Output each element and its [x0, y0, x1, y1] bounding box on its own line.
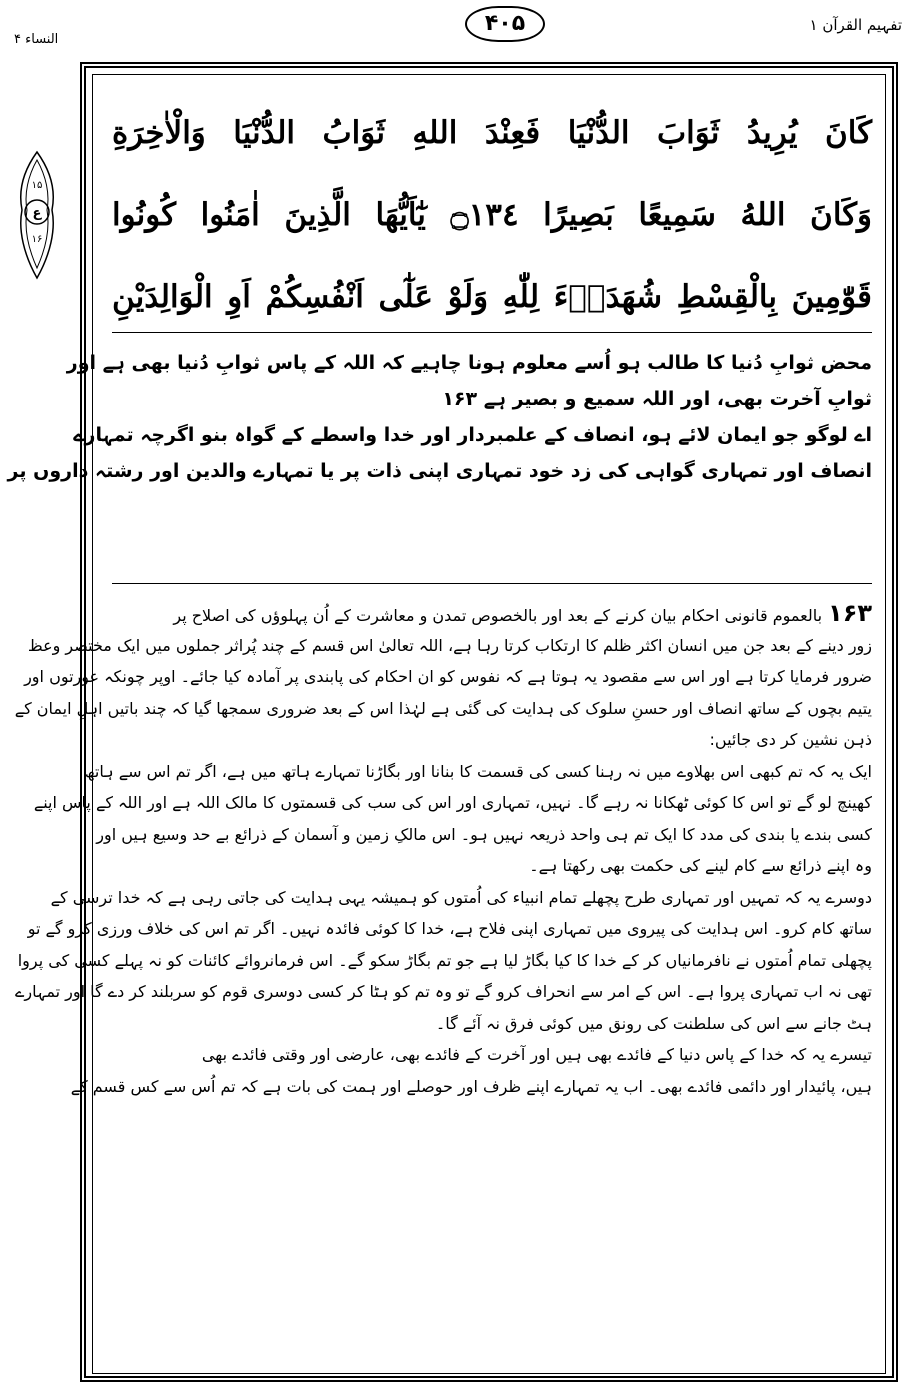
note-line: ہیں، پائیدار اور دائمی فائدے بھی۔ اب یہ تمہارے اپنے ظرف اور حوصلے اور ہمت کی بات ہے کہ تم اُس سے کس قسم کے [70, 1076, 872, 1096]
note-line: ضرور فرمایا کرتا ہے اور اس سے مقصود یہ ہوتا ہے کہ نفوس کو ان احکام کی پابندی پر آمادہ کیا جائے۔ اوپر چونکہ عورتوں اور [24, 667, 872, 686]
note-line: یتیم بچوں کے ساتھ انصاف اور حسنِ سلوک کی ہدایت کی گئی ہے لہٰذا اس کے بعد ضروری سمجھا گیا کہ چند باتیں اہلِ ایمان کے [14, 698, 872, 718]
note-line: ہٹ جانے سے اس کی سلطنت کی رونق میں کوئی فرق نہ آئے گا۔ [435, 1013, 872, 1033]
verse-line: قَوّٰمِينَ بِالْقِسْطِ شُهَدَاۤءَ لِلّٰهِ وَلَوْ عَلٰٓى اَنْفُسِكُمْ اَوِ الْوَالِدَيْنِ [112, 279, 872, 315]
verse-line: كَانَ يُرِيدُ ثَوَابَ الدُّنْيَا فَعِنْدَ اللهِ ثَوَابُ الدُّنْيَا وَالْاٰخِرَةِ [112, 115, 872, 151]
translation-line: محض ثوابِ دُنیا کا طالب ہو اُسے معلوم ہونا چاہیے کہ اللہ کے پاس ثوابِ دُنیا بھی ہے اور [66, 352, 872, 374]
note-number: ۱۶۳ [828, 599, 872, 627]
translation-line: انصاف اور تمہاری گواہی کی زد خود تمہاری اپنی ذات پر یا تمہارے والدین اور رشتہ داروں پر [7, 460, 872, 482]
page-number: ۴۰۵ [465, 6, 545, 42]
commentary-notes [14, 598, 872, 1102]
para-number-bottom: ۱۶ [31, 234, 43, 245]
divider-verses [112, 332, 872, 333]
note-line: زور دینے کے بعد جن میں انسان اکثر ظلم کا ارتکاب کرتا رہا ہے، اللہ تعالیٰ اس قسم کے چند پُراثر جملوں میں ایک مختصر وعظ [27, 635, 872, 655]
para-ruku-label: ع [32, 206, 42, 221]
book-title: تفہیم القرآن ۱ [809, 16, 902, 34]
note-line: کسی بندے یا بندی کی مدد کا ایک تم ہی واحد ذریعہ نہیں ہو۔ اس مالکِ زمین و آسمان کے ذرائع بے حد وسیع ہیں اور [96, 824, 872, 844]
note-line: ایک یہ کہ تم کبھی اس بھلاوے میں نہ رہنا کسی کی قسمت کا بنانا اور بگاڑنا تمہارے ہاتھ میں ہے، اگر تم اس سے ہاتھ [84, 761, 872, 781]
translation-line: ثوابِ آخرت بھی، اور اللہ سمیع و بصیر ہے ۱۶۳ [442, 388, 872, 410]
note-line: ذہن نشین کر دی جائیں: [709, 730, 872, 749]
surah-name: النساء ۴ [14, 32, 59, 47]
note-line: تھی نہ اب تمہاری پروا ہے۔ اس کے امر سے انحراف کرو گے تو وہ تم کو ہٹا کر کسی دوسری قوم کو سربلند کر دے گا اور تمہارے [15, 982, 872, 1001]
note-line: دوسرے یہ کہ تمہیں اور تمہاری طرح پچھلے تمام انبیاء کی اُمتوں کو ہمیشہ یہی ہدایت کی جاتی رہی ہے کہ خدا ترسی کے [50, 887, 872, 907]
divider-notes [112, 583, 872, 584]
arabic-verses [112, 92, 872, 338]
note-line: کھینچ لو گے تو اس کا کوئی ٹھکانا نہ رہے گا۔ نہیں، تمہاری اور اس کی سب کی قسمتوں کا مالک اللہ ہے اور اللہ کے پاس اپنے [33, 793, 872, 812]
translation-line: اے لوگو جو ایمان لائے ہو، انصاف کے علمبردار اور خدا واسطے کے گواہ بنو اگرچہ تمہارے [73, 424, 872, 446]
verse-line: وَكَانَ اللهُ سَمِيعًا بَصِيرًا ۝١٣٤ يٰٓاَيُّهَا الَّذِينَ اٰمَنُوا كُونُوا [112, 197, 872, 233]
note-line: ساتھ کام کرو۔ اس ہدایت کی پیروی میں تمہاری اپنی فلاح ہے، خدا کا کوئی فائدہ نہیں۔ اگر تم اس کی خلاف ورزی کرو گے تو [27, 919, 872, 938]
para-number-top: ۱۵ [31, 180, 43, 191]
note-line: تیسرے یہ کہ خدا کے پاس دنیا کے فائدے بھی ہیں اور آخرت کے فائدے بھی، عارضی اور وقتی فائدے بھی [201, 1045, 872, 1064]
para-ornament-icon [14, 150, 60, 280]
note-line: پچھلی تمام اُمتوں نے نافرمانیاں کر کے خدا کا کیا بگاڑ لیا ہے جو تم بگاڑ سکو گے۔ اس فرمانروائے کائنات کو نہ پہلے کسی کی پروا [17, 950, 872, 970]
note-line: ۱۶۳بالعموم قانونی احکام بیان کرنے کے بعد اور بالخصوص تمدن و معاشرت کے اُن پہلوؤں کی اصلاح پر [173, 599, 872, 627]
urdu-translation [7, 345, 872, 489]
note-line: وہ اپنے ذرائع سے کام لینے کی حکمت بھی رکھتا ہے۔ [529, 856, 872, 875]
